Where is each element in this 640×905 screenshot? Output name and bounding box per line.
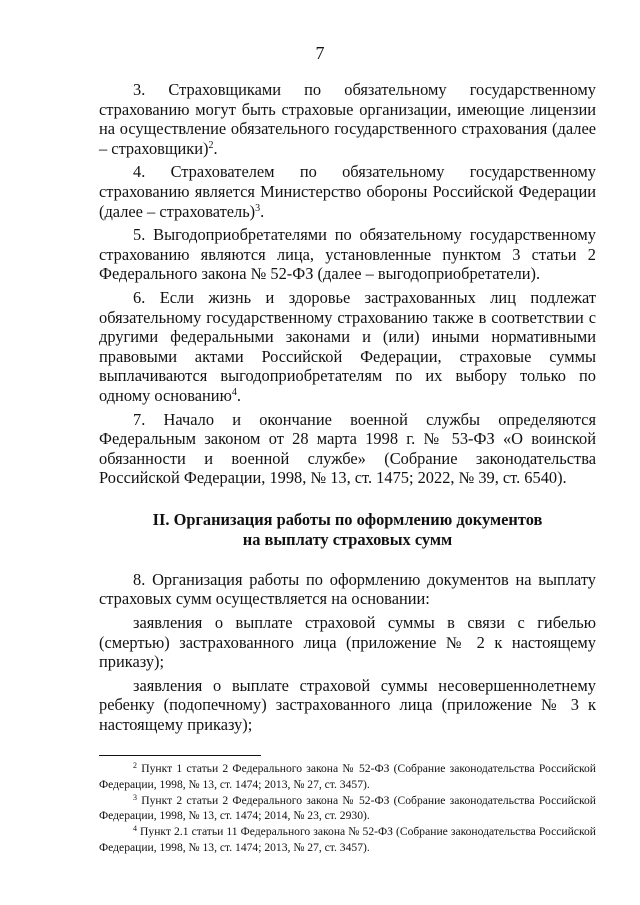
footnote-ref-4[interactable]: 4	[231, 386, 237, 398]
footnote-ref-2[interactable]: 2	[208, 139, 214, 151]
paragraph-organization: 8. Организация работы по оформлению документов на выплату страховых сумм осуществляется на основании:	[99, 569, 596, 609]
paragraph-military-service: 7. Начало и окончание военной службы определяются Федеральным законом от 28 марта 1998 г. № 53-ФЗ «О воинской обязанности и военной службе» (Собрание законодательства Российской Федерации, 1998, № 13, ст. 1475; 2022, № 39, ст. 6540).	[99, 409, 596, 488]
page-number: 7	[315, 43, 325, 63]
footnote-ref-3[interactable]: 3	[255, 202, 261, 214]
section-heading-line-2: на выплату страховых сумм	[242, 529, 453, 549]
section-heading	[99, 510, 596, 550]
footnote-2: $^2$ Пункт 1 статьи 2 Федерального закона № 52-ФЗ (Собрание законодательства Российской Федерации, 1998, № 13, ст. 1474; 2013, № 27, ст. 3457).	[99, 761, 596, 791]
section-heading-line-1: II. Организация работы по оформлению документов	[152, 509, 543, 529]
paragraph-application-death: заявления о выплате страховой суммы в связи с гибелью (смертью) застрахованного лица (приложение № 2 к настоящему приказу);	[99, 613, 596, 672]
footnote-4: $^4$ Пункт 2.1 статьи 11 Федерального закона № 52-ФЗ (Собрание законодательства Российской Федерации, 1998, № 13, ст. 1474; 2013, № 27, ст. 3457).	[99, 824, 596, 854]
footnotes	[99, 761, 596, 856]
paragraph-insured-sums: 6. Если жизнь и здоровье застрахованных лиц подлежат обязательному государственному страхованию также в соответствии с другими федеральными законами и (или) иными нормативными правовыми актами Российской Федерации, страховые суммы выплачиваются выгодоприобретателям по их выбору только по одному основанию$^4$.	[99, 287, 596, 405]
document-body	[99, 80, 596, 739]
paragraph-insurers: 3. Страховщиками по обязательному государственному страхованию могут быть страховые организации, имеющие лицензии на осуществление обязательного государственного страхования (далее – страховщики)$^2$.	[99, 80, 596, 158]
footnote-3: $^3$ Пункт 2 статьи 2 Федерального закона № 52-ФЗ (Собрание законодательства Российской Федерации, 1998, № 13, ст. 1474; 2014, № 23, ст. 2930).	[99, 792, 596, 823]
footnote-separator	[99, 755, 261, 756]
paragraph-application-minor: заявления о выплате страховой суммы несовершеннолетнему ребенку (подопечному) застрахованного лица (приложение № 3 к настоящему приказу);	[99, 675, 596, 735]
paragraph-beneficiaries: 5. Выгодоприобретателями по обязательному государственному страхованию являются лица, установленные пунктом 3 статьи 2 Федерального закона № 52-ФЗ (далее – выгодоприобретатели).	[99, 225, 596, 284]
paragraph-policyholder: 4. Страхователем по обязательному государственному страхованию является Министерство обороны Российской Федерации (далее – страхователь)$^3$.	[99, 162, 596, 221]
